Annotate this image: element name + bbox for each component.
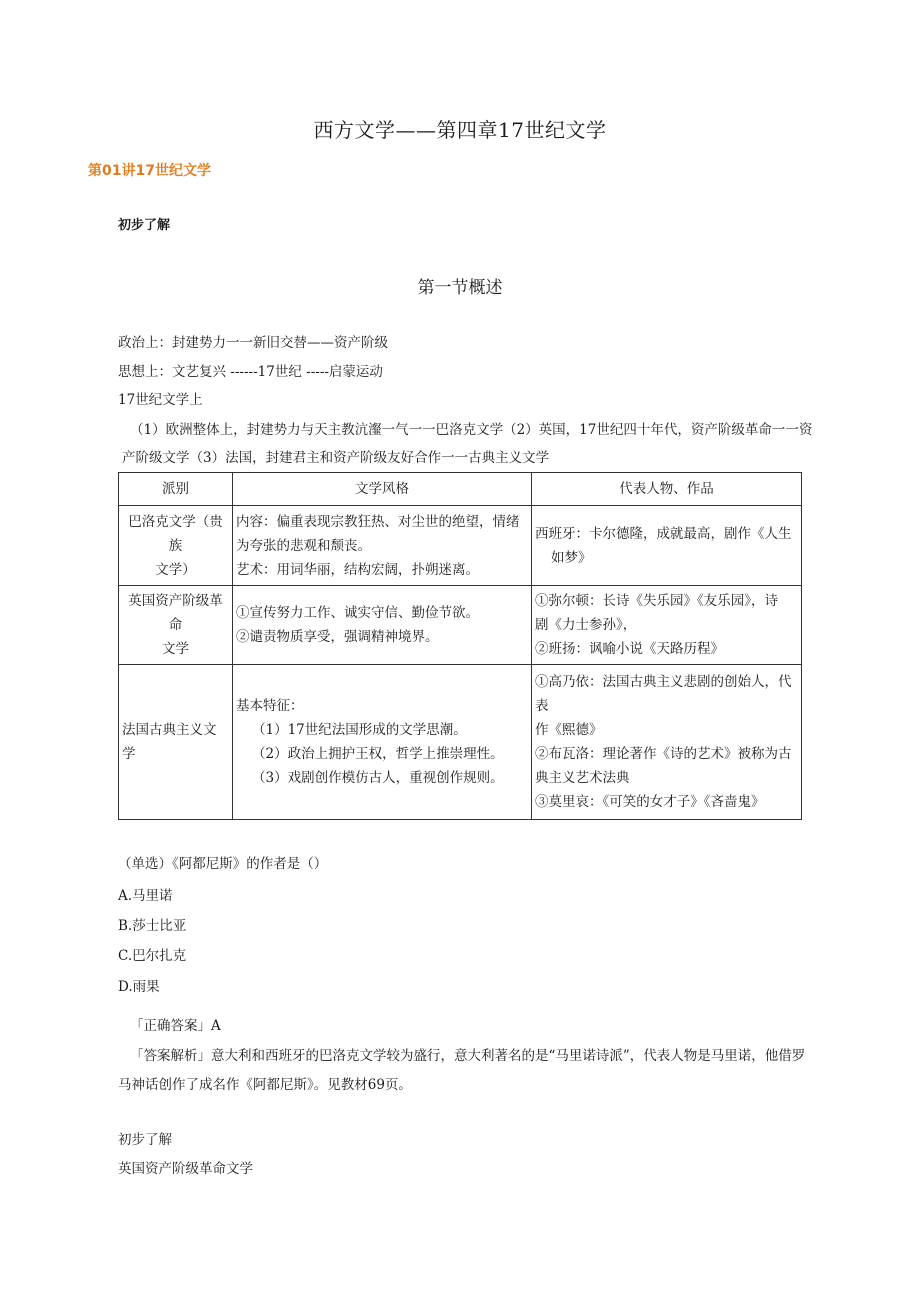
next-topic: 英国资产阶级革命文学 <box>118 1161 253 1177</box>
school-cell <box>119 506 233 586</box>
works-cell <box>532 506 802 586</box>
overview-politics: 政治上：封建势力一一新旧交替——资产阶级 <box>118 335 388 351</box>
header-style: 文学风格 <box>233 473 532 506</box>
table-row <box>119 665 802 820</box>
works-cell <box>532 586 802 665</box>
cell-line: 内容：偏重表现宗教狂热、对尘世的绝望，情绪 <box>236 513 520 530</box>
overview-thought: 思想上：文艺复兴 ------17世纪 -----启蒙运动 <box>118 364 383 380</box>
answer-analysis-line-1: 「答案解析」意大利和西班牙的巴洛克文学较为盛行，意大利著名的是“马里诺诗派”，代表人物是马里诺，他借罗 <box>130 1048 806 1064</box>
header-school: 派别 <box>119 473 233 506</box>
style-cell <box>233 506 532 586</box>
cell-line: （3）戏剧创作模仿古人，重视创作规则。 <box>252 770 504 786</box>
section-title: 第一节概述 <box>417 278 503 298</box>
cell-line: ③莫里哀：《可笑的女才子》《吝啬鬼》 <box>535 794 765 810</box>
cell-line: 艺术：用词华丽，结构宏阔，扑朔迷离。 <box>236 561 479 578</box>
cell-line: （2）政治上拥护王权，哲学上推崇理性。 <box>252 746 504 762</box>
header-works: 代表人物、作品 <box>532 473 802 506</box>
cell-line: 法国古典主义文学 <box>122 722 217 762</box>
cell-line: 基本特征： <box>236 698 304 714</box>
overview-lit-heading: 17世纪文学上 <box>118 392 203 408</box>
cell-line: 为夸张的悲观和颓丧。 <box>236 537 371 554</box>
cell-line: 文学） <box>155 561 196 578</box>
cell-line: ①弥尔顿：长诗《失乐园》《友乐园》，诗 <box>535 593 778 609</box>
overview-summary-line-2: 产阶级文学（3）法国，封建君主和资产阶级友好合作一一古典主义文学 <box>122 450 550 466</box>
cell-line: 典主义艺术法典 <box>535 770 630 786</box>
cell-line: 文学 <box>162 641 189 657</box>
answer-analysis-line-2: 马神话创作了成名作《阿都尼斯》。见教材69页。 <box>118 1077 412 1093</box>
cell-line: ②布瓦洛：理论著作《诗的艺术》被称为古 <box>535 746 792 762</box>
school-cell <box>119 586 233 665</box>
lecture-heading: 第01讲17世纪文学 <box>88 163 211 179</box>
option-b: B.莎士比亚 <box>118 918 187 934</box>
option-d: D.雨果 <box>118 979 160 995</box>
question-stem: （单选）《阿都尼斯》的作者是（） <box>118 856 328 872</box>
table-row <box>119 586 802 665</box>
cell-line: ②谴责物质享受，强调精神境界。 <box>236 629 439 645</box>
option-c: C.巴尔扎克 <box>118 948 187 964</box>
table-row <box>119 506 802 586</box>
cell-line: 西班牙：卡尔德隆，成就最高，剧作《人生 <box>535 525 792 542</box>
overview-summary-line-1: （1）欧洲整体上，封建势力与天主教沆瀣一气一一巴洛克文学（2）英国，17世纪四十年代，资产阶级革命一一资 <box>130 422 813 438</box>
cell-line: 如梦》 <box>551 549 592 566</box>
cell-line: ①宣传努力工作、诚实守信、勤俭节欲。 <box>236 605 479 621</box>
works-cell <box>532 665 802 820</box>
style-cell <box>233 586 532 665</box>
literature-summary-table <box>118 472 802 820</box>
style-cell <box>233 665 532 820</box>
cell-line: 英国资产阶级革命 <box>128 593 223 633</box>
school-cell <box>119 665 233 820</box>
intro-label: 初步了解 <box>118 218 171 233</box>
cell-line: 巴洛克文学（贵族 <box>128 513 223 554</box>
option-a: A.马里诺 <box>118 888 173 904</box>
cell-line: 剧《力士参孙》， <box>535 617 637 633</box>
cell-line: ①高乃依：法国古典主义悲剧的创始人，代表 <box>535 674 792 714</box>
correct-answer: 「正确答案」A <box>130 1018 221 1034</box>
cell-line: （1）17世纪法国形成的文学思潮。 <box>252 722 467 738</box>
cell-line: ②班扬：讽喻小说《天路历程》 <box>535 641 724 657</box>
table-header-row <box>119 473 802 506</box>
intro-label: 初步了解 <box>118 1132 172 1148</box>
document-title: 西方文学——第四章17世纪文学 <box>313 118 607 142</box>
cell-line: 作《熙德》 <box>535 722 603 738</box>
